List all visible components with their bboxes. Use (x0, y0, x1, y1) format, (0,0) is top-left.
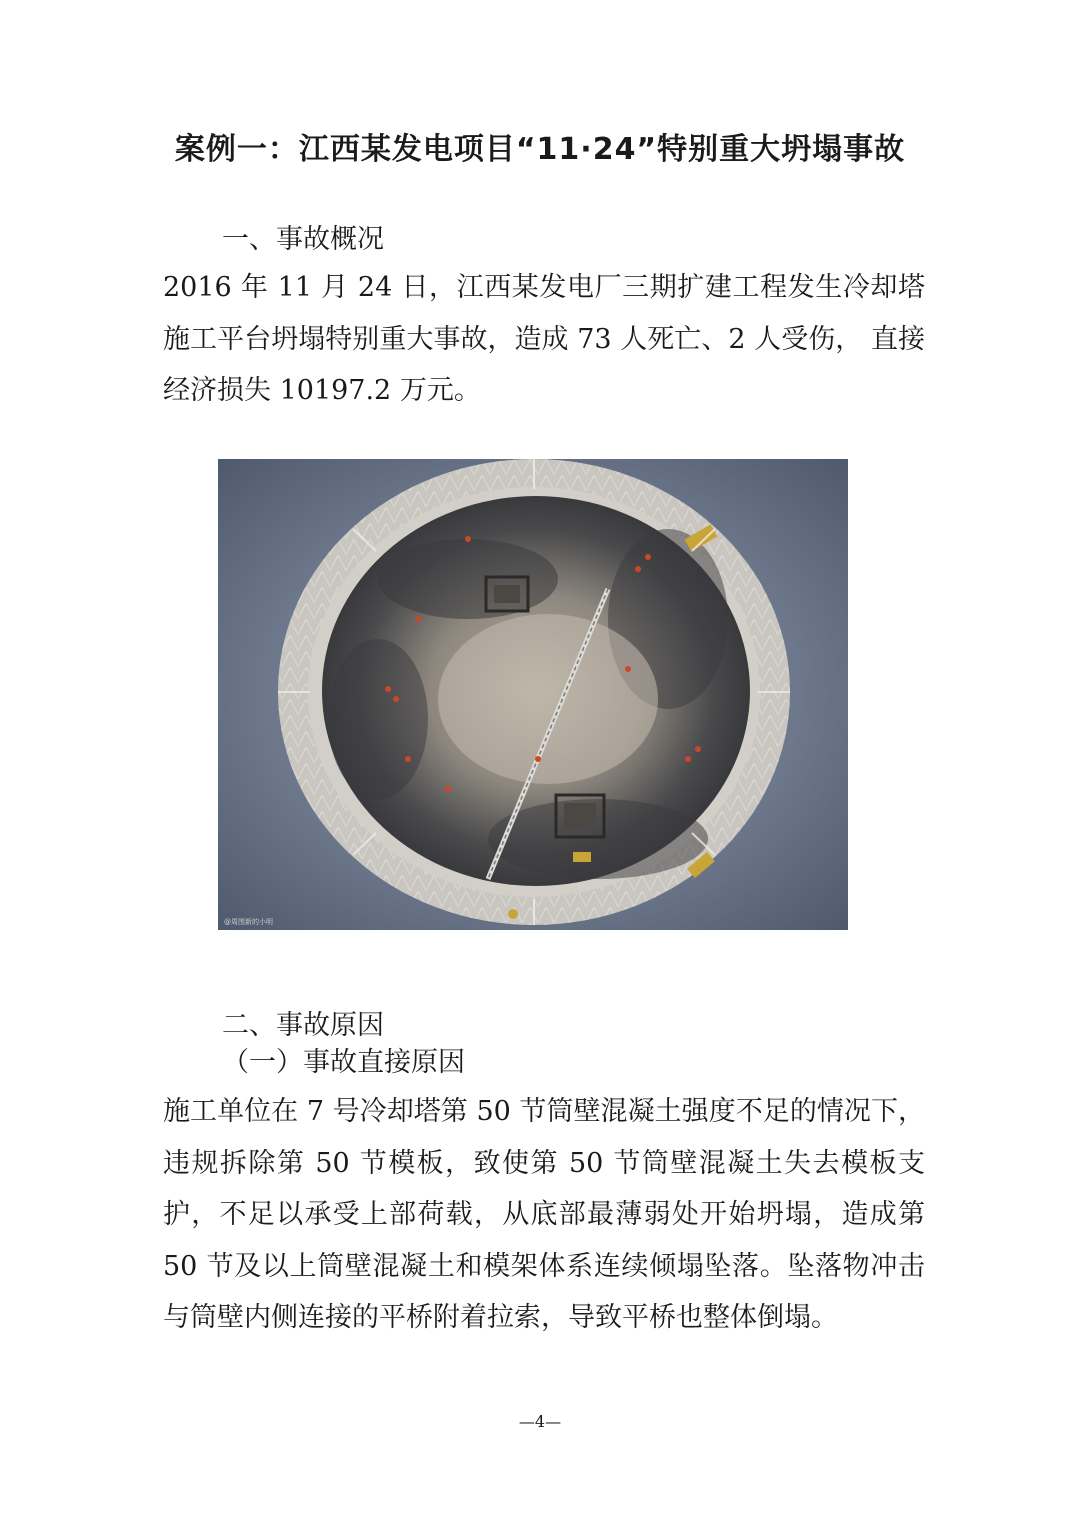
overview-paragraph: 2016 年 11 月 24 日，江西某发电厂三期扩建工程发生冷却塔施工平台坍塌特别重大事故，造成 73 人死亡、2 人受伤， 直接经济损失 10197.2 万元。 (163, 272, 925, 407)
direct-cause-paragraph: 施工单位在 7 号冷却塔第 50 节筒壁混凝土强度不足的情况下，违规拆除第 50 节模板，致使第 50 节筒壁混凝土失去模板支护，不足以承受上部荷载，从底部最薄弱处开始坍塌，造成第 50 节及以上筒壁混凝土和模架体系连续倾塌坠落。坠落物冲击与筒壁内侧连接的平桥附着拉索，导致平桥也整体倒塌。 (163, 1096, 925, 1334)
subheading-direct-cause: （一）事故直接原因 (222, 1047, 465, 1078)
photo-watermark: @周围新的小明 (224, 918, 273, 926)
document-title: 案例一：江西某发电项目“11·24”特别重大坍塌事故 (174, 132, 906, 167)
accident-aerial-photo (218, 459, 848, 930)
page-number: —4— (518, 1412, 562, 1431)
section-heading-overview: 一、事故概况 (222, 224, 384, 255)
section-heading-causes: 二、事故原因 (222, 1010, 384, 1041)
